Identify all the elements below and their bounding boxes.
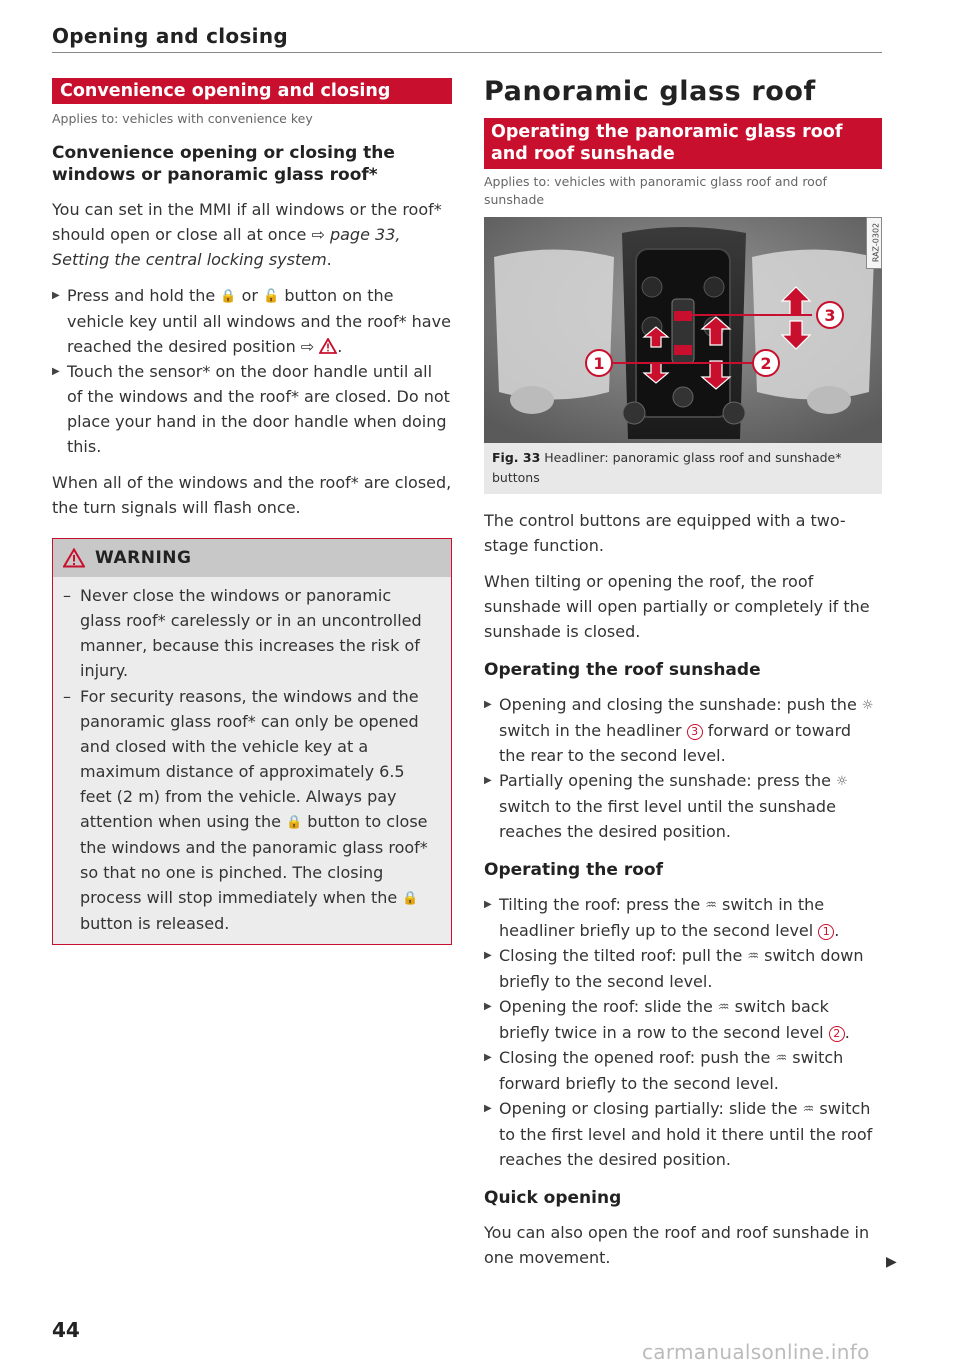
roof-switch-icon: ♒ xyxy=(747,949,760,964)
page-main-title: Panoramic glass roof xyxy=(484,76,816,107)
lock-button-icon: 🔒 xyxy=(402,891,419,906)
sunshade-switch-icon: ☼ xyxy=(836,774,848,789)
step-item: ▶ Opening and closing the sunshade: push the ☼ switch in the headliner 3 forward or toward the rear to the second level. xyxy=(484,692,882,768)
warning-triangle-icon xyxy=(63,548,85,568)
callout-1-label: 1 xyxy=(593,354,605,373)
lock-button-icon: 🔒 xyxy=(220,289,237,304)
step-item: ▶ Tilting the roof: press the ♒ switch in the headliner briefly up to the second level 1 . xyxy=(484,892,882,943)
step-item: ▶ Press and hold the 🔒 or 🔓 button on the vehicle key until all windows and the roof* have reached the desired position ⇨ . xyxy=(52,283,452,359)
subheading-roof-sunshade: Operating the roof sunshade xyxy=(484,660,761,680)
watermark: carmanualsonline.info xyxy=(642,1340,870,1363)
subheading-convenience-windows: Convenience opening or closing the windows or panoramic glass roof* xyxy=(52,143,395,185)
figure-caption: Fig. 33 Headliner: panoramic glass roof and sunshade* buttons xyxy=(484,443,882,494)
sunshade-behaviour-paragraph: When tilting or opening the roof, the roof sunshade will open partially or completely if the sunshade is closed. xyxy=(484,572,870,641)
callout-2-ref: 2 xyxy=(829,1026,845,1042)
step-item: ▶ Touch the sensor* on the door handle until all of the windows and the roof* are closed. Do not place your hand in the door handle when doing this. xyxy=(52,359,452,459)
page-number: 44 xyxy=(52,1318,80,1342)
quick-opening-paragraph: You can also open the roof and roof sunshade in one movement. xyxy=(484,1223,870,1267)
warning-title: WARNING xyxy=(95,548,192,568)
left-column xyxy=(52,78,452,945)
warning-item: – For security reasons, the windows and the panoramic glass roof* can only be opened and closed with the vehicle key at a maximum distance of approximately 6.5 feet (2 m) from the vehicle. Always pay attention when using the 🔒 button to close the windows and the panoramic glass roof* so that no one is pinched. The closing process will stop immediately when the 🔒 button is released. xyxy=(63,684,437,936)
two-stage-paragraph: The control buttons are equipped with a two-stage function. xyxy=(484,511,846,555)
step-item: ▶ Opening the roof: slide the ♒ switch back briefly twice in a row to the second level 2 . xyxy=(484,994,882,1045)
sunshade-switch-icon: ☼ xyxy=(861,698,874,713)
page-reference-link[interactable]: ⇨ page 33, Setting the central locking system xyxy=(52,225,401,269)
subheading-operating-roof: Operating the roof xyxy=(484,860,663,880)
warning-header xyxy=(53,539,451,577)
intro-paragraph: You can set in the MMI if all windows or the roof* should open or close all at once ⇨ page 33, Setting the central locking system. xyxy=(52,200,442,269)
next-page-arrow-icon[interactable]: ▶ xyxy=(886,1254,897,1270)
callout-2-label: 2 xyxy=(760,354,772,373)
roof-switch-icon: ♒ xyxy=(705,898,717,913)
right-column xyxy=(484,76,882,1270)
figure-code-box xyxy=(866,217,882,269)
step-item: ▶ Closing the tilted roof: pull the ♒ switch down briefly to the second level. xyxy=(484,943,882,994)
warning-triangle-icon[interactable] xyxy=(319,338,337,354)
lock-button-icon: 🔒 xyxy=(286,815,303,830)
closing-note: When all of the windows and the roof* are closed, the turn signals will flash once. xyxy=(52,473,452,517)
roof-switch-icon: ♒ xyxy=(802,1102,815,1117)
figure-headliner-photo xyxy=(484,217,882,443)
section-title-panoramic: Operating the panoramic glass roof and roof sunshade xyxy=(484,118,882,169)
warning-body xyxy=(53,577,451,944)
callout-3-ref: 3 xyxy=(687,724,703,740)
headliner-illustration xyxy=(484,217,882,443)
warning-item: – Never close the windows or panoramic glass roof* carelessly or in an uncontrolled manner, because this increases the risk of injury. xyxy=(63,583,437,683)
figure-code: RAZ-0302 xyxy=(871,222,881,263)
header-divider xyxy=(52,52,882,53)
steps-list xyxy=(52,283,452,459)
subheading-quick-opening: Quick opening xyxy=(484,1188,622,1208)
figure-label: Fig. 33 xyxy=(492,450,541,465)
applies-to-note: Applies to: vehicles with convenience key xyxy=(52,111,313,126)
section-header-title: Opening and closing xyxy=(52,24,288,48)
roof-switch-icon: ♒ xyxy=(775,1051,788,1066)
warning-box xyxy=(52,538,452,945)
step-item: ▶ Opening or closing partially: slide the ♒ switch to the first level and hold it there until the roof reaches the desired position. xyxy=(484,1096,882,1172)
callout-1-ref: 1 xyxy=(818,924,834,940)
step-item: ▶ Closing the opened roof: push the ♒ switch forward briefly to the second level. xyxy=(484,1045,882,1096)
section-title-convenience: Convenience opening and closing xyxy=(52,78,452,104)
roof-switch-icon: ♒ xyxy=(717,1000,730,1015)
unlock-button-icon: 🔓 xyxy=(263,289,280,304)
roof-steps-list xyxy=(484,892,882,1172)
applies-to-note: Applies to: vehicles with panoramic glass roof and roof sunshade xyxy=(484,174,827,207)
sunshade-steps-list xyxy=(484,692,882,844)
step-item: ▶ Partially opening the sunshade: press the ☼ switch to the first level until the sunshade reaches the desired position. xyxy=(484,768,882,844)
callout-3-label: 3 xyxy=(824,306,836,325)
